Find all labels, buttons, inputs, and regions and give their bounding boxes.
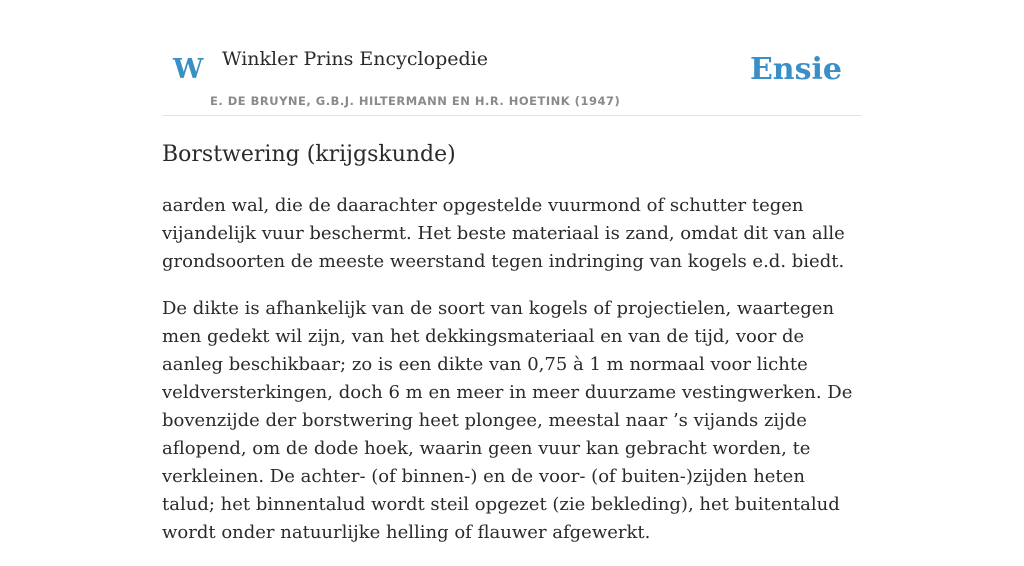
page bbox=[162, 0, 862, 543]
winkler-prins-logo[interactable]: W bbox=[173, 54, 204, 85]
article-paragraph: aarden wal, die de daarachter opgestelde vuurmond of schutter tegen vijandelijk vuur beschermt. Het beste materiaal is zand, omdat dit van alle grondsoorten de meeste weerstand tegen indringing van kogels e.d. biedt. bbox=[162, 195, 845, 272]
article-paragraph: De dikte is afhankelijk van de soort van kogels of projectielen, waartegen men gedekt wil zijn, van het dekkingsmateriaal en van de tijd, voor de aanleg beschikbaar; zo is een dikte van 0,75 à 1 m normaal voor lichte veldversterkingen, doch 6 m en meer in meer duurzame vestingwerken. De bovenzijde der borstwering heet plongee, meestal naar ’s vijands zijde aflopend, om de dode hoek, waarin geen vuur kan gebracht worden, te verkleinen. De achter- (of binnen-) en de voor- (of buiten-)zijden heten talud; het binnentalud wordt steil opgezet (zie bekleding), het buitentalud wordt onder natuurlijke helling of flauwer afgewerkt. bbox=[162, 298, 853, 543]
encyclopedia-title-link[interactable]: Winkler Prins Encyclopedie bbox=[222, 48, 488, 70]
article-title: Borstwering (krijgskunde) bbox=[162, 142, 456, 167]
authors-byline: E. DE BRUYNE, G.B.J. HILTERMANN EN H.R. HOETINK (1947) bbox=[210, 94, 621, 108]
site-header bbox=[162, 0, 862, 116]
ensie-brand-logo[interactable]: Ensie bbox=[749, 52, 842, 87]
article-body bbox=[162, 192, 862, 566]
